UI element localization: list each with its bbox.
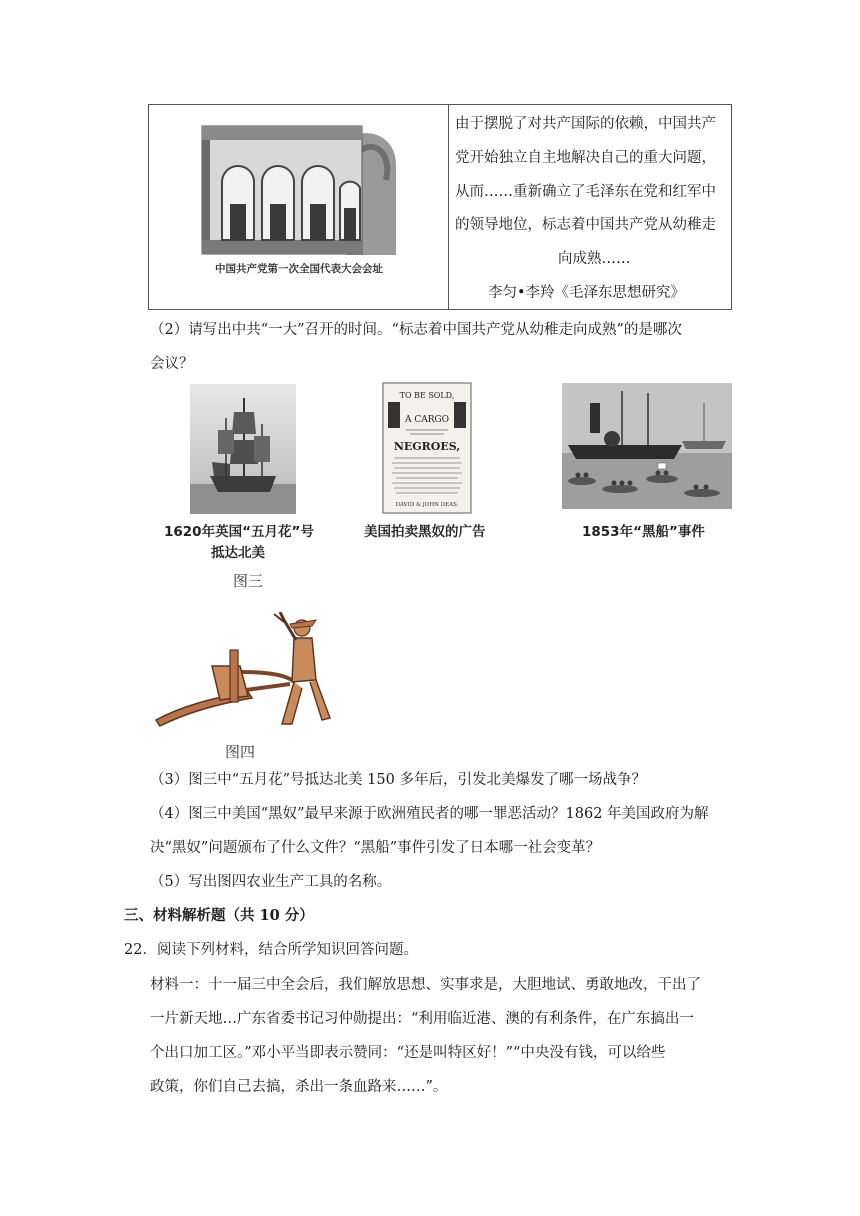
question-3: （3）图三中“五月花”号抵达北美 150 多年后，引发北美爆发了哪一场战争？	[150, 772, 646, 788]
plow-illustration	[152, 612, 338, 732]
section-heading: 三、材料解析题（共 10 分）	[124, 907, 314, 924]
poster-line-2: A CARGO	[404, 415, 450, 425]
question-5: （5）写出图四农业生产工具的名称。	[150, 874, 392, 890]
poster-line-3: NEGROES,	[393, 440, 461, 453]
caption-mayflower-2: 抵达北美	[211, 545, 265, 561]
poster-line-1: TO BE SOLD,	[399, 391, 455, 400]
caption-black-ship: 1853年“黑船”事件	[582, 524, 705, 540]
table-text-line-3: 从而……重新确立了毛泽东在党和红军中	[455, 184, 716, 200]
question-2-line-1: （2）请写出中共“一大”召开的时间。“标志着中国共产党从幼稚走向成熟”的是哪次	[150, 322, 682, 338]
mayflower-image	[190, 384, 296, 514]
black-ship-image	[562, 383, 732, 509]
photo-caption: 中国共产党第一次全国代表大会会址	[215, 263, 383, 275]
slave-auction-poster	[382, 382, 472, 514]
first-congress-site-photo	[196, 120, 402, 282]
table-text-line-4: 的领导地位，标志着中国共产党从幼稚走	[455, 217, 716, 233]
table-text-line-1: 由于摆脱了对共产国际的依赖，中国共产	[455, 116, 716, 132]
caption-mayflower-1: 1620年英国“五月花”号	[164, 524, 314, 540]
material-1-line-3: 个出口加工区。”邓小平当即表示赞同：“还是叫特区好！”“中央没有钱，可以给些	[150, 1045, 666, 1061]
question-22: 22．阅读下列材料，结合所学知识回答问题。	[124, 942, 418, 958]
caption-slave-ad: 美国拍卖黑奴的广告	[364, 524, 486, 540]
figure-3-label: 图三	[233, 572, 264, 590]
question-4-line-2: 决“黑奴”问题颁布了什么文件？“黑船”事件引发了日本哪一社会变革？	[150, 840, 601, 856]
table-text-line-2: 党开始独立自主地解决自己的重大问题，	[455, 150, 716, 166]
material-1-line-4: 政策，你们自己去搞，杀出一条血路来……”。	[150, 1079, 448, 1095]
table-divider	[448, 104, 449, 310]
material-1-line-1: 材料一：十一届三中全会后，我们解放思想、实事求是，大胆地试、勇敢地改，干出了	[150, 977, 701, 993]
question-4-line-1: （4）图三中美国“黑奴”最早来源于欧洲殖民者的哪一罪恶活动？1862 年美国政府为解	[150, 806, 709, 822]
table-text-line-5: 向成熟……	[558, 251, 631, 267]
figure-4-label: 图四	[225, 743, 256, 761]
material-1-line-2: 一片新天地…广东省委书记习仲勋提出：“利用临近港、澳的有利条件，在广东搞出一	[150, 1011, 694, 1027]
table-source: 李匀•李羚《毛泽东思想研究》	[488, 285, 686, 301]
poster-line-4: DAVID & JOHN DEAS.	[395, 502, 459, 508]
question-2-line-2: 会议？	[150, 356, 194, 372]
